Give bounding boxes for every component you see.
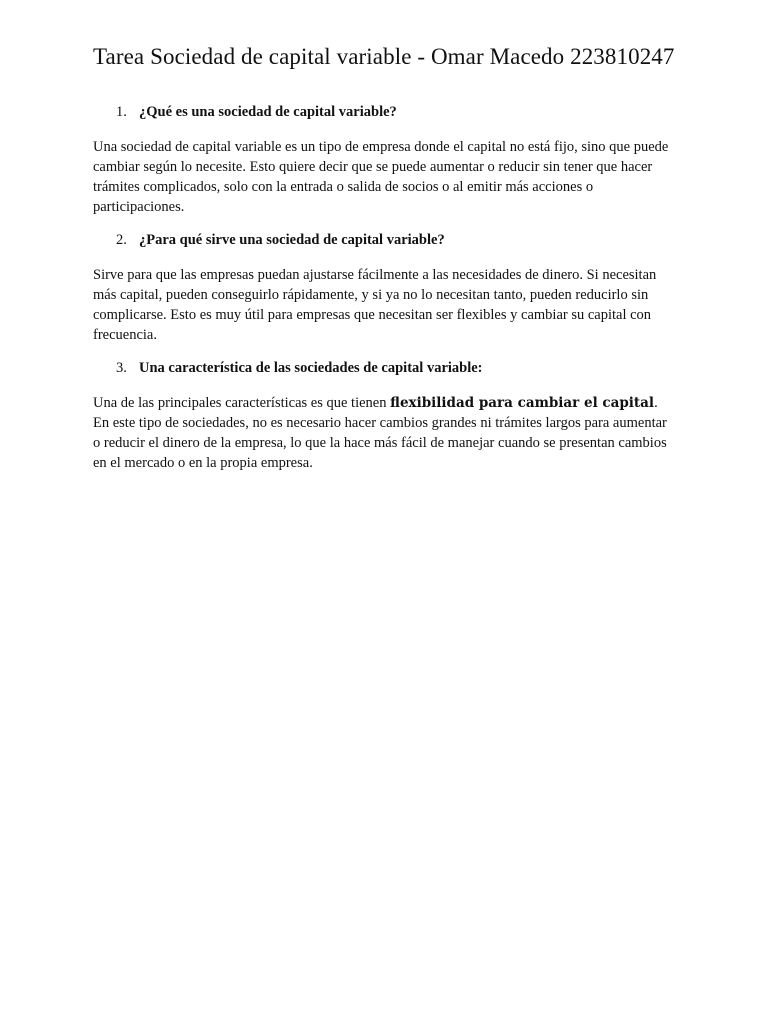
answer-1: Una sociedad de capital variable es un tipo de empresa donde el capital no está fijo, sino que puede cambiar según lo necesite. Esto quiere decir que se puede aumentar o reducir sin tener que hacer trámites complicados, solo con la entrada o salida de socios o al emitir más acciones o participaciones. — [93, 139, 669, 215]
answer-2: Sirve para que las empresas puedan ajustarse fácilmente a las necesidades de dinero. Si necesitan más capital, pueden conseguirlo rápidamente, y si ya no lo necesitan tanto, pueden reducirlo sin complicarse. Esto es muy útil para empresas que necesitan ser flexibles y cambiar su capital con frecuencia. — [93, 267, 657, 343]
question-3 — [93, 358, 676, 378]
answer-3 — [93, 393, 676, 473]
answer-text: . En este tipo de sociedades, no es necesario hacer cambios grandes ni trámites largos para aumentar o reducir el dinero de la empresa, lo que la hace más fácil de manejar cuando se presentan cambios en el mercado o en la propia empresa. — [93, 395, 667, 471]
answer-emphasis: flexibilidad para cambiar el capital — [390, 395, 655, 411]
question-number: 1. — [116, 104, 127, 120]
question-text: ¿Para qué sirve una sociedad de capital variable? — [139, 232, 445, 248]
answer-text: Una de las principales características es que tienen — [93, 395, 391, 411]
question-text: Una característica de las sociedades de capital variable: — [139, 360, 483, 376]
question-2 — [93, 230, 676, 250]
question-text: ¿Qué es una sociedad de capital variable? — [139, 104, 397, 120]
question-number: 2. — [116, 232, 127, 248]
question-number: 3. — [116, 360, 127, 376]
document-title: Tarea Sociedad de capital variable - Omar Macedo 223810247 — [93, 44, 675, 69]
question-1 — [93, 102, 676, 122]
